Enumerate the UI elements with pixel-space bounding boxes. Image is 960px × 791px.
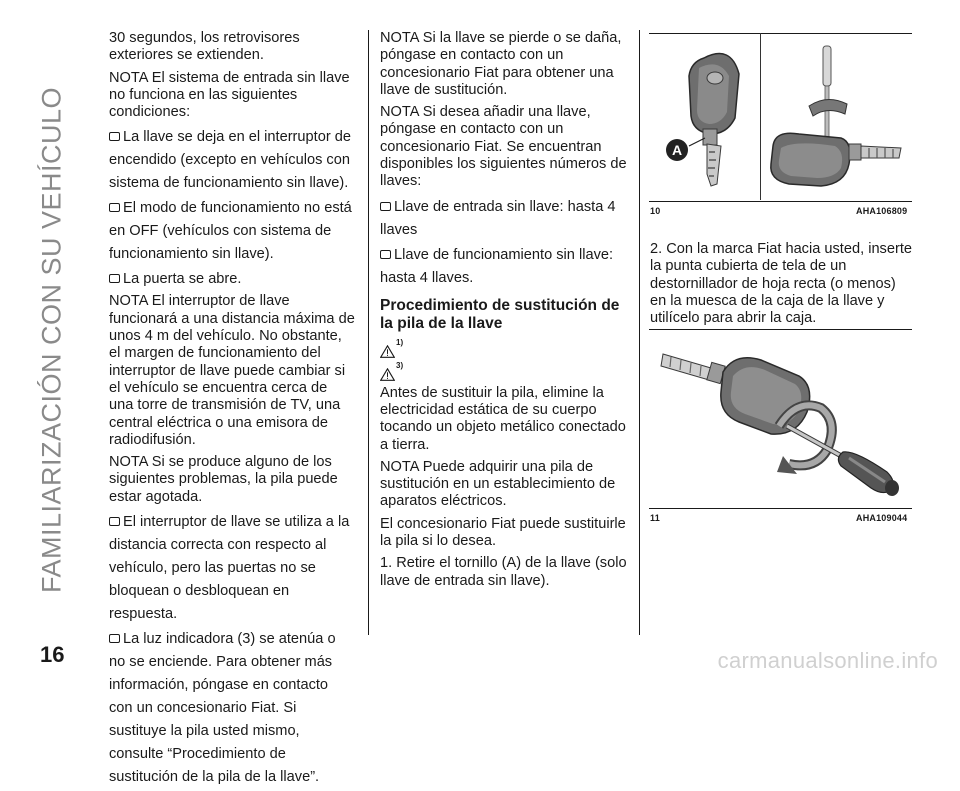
- note-paragraph: NOTA Si la llave se pierde o se daña, póngase en contacto con un concesionario Fiat para obtener una llave de sustitución.: [380, 30, 622, 98]
- bullet-icon: [380, 250, 391, 259]
- note-paragraph: NOTA El interruptor de llave funcionará a una distancia máxima de unos 4 m del vehículo. No obstante, el margen de funcionamiento del interruptor de llave puede cambiar si el vehículo se encuentra cerca de una torre de transmisión de TV, una central eléctrica o una emisora de radiodifusión.: [109, 293, 355, 448]
- paragraph: El concesionario Fiat puede sustituirle la pila si lo desea.: [380, 515, 626, 550]
- step-paragraph: 2. Con la marca Fiat hacia usted, inserte la punta cubierta de tela de un destornillador de hoja recta (o menos) en la muesca de la caja de la llave y utilícelo para abrir la caja.: [650, 241, 913, 327]
- warning-triangle-icon: [380, 345, 395, 358]
- text-column-3: [650, 241, 912, 327]
- warning-ref-number: 3): [396, 361, 404, 371]
- text-column-1: [109, 30, 355, 791]
- bullet-item: [380, 196, 636, 242]
- paragraph: Antes de sustituir la pila, elimine la electricidad estática de su cuerpo tocando un objeto metálico conectado a tierra.: [380, 384, 626, 453]
- bullet-text: La luz indicadora (3) se atenúa o no se enciende. Para obtener más información, póngase en contacto con un concesionario Fiat. Si sustituye la pila usted mismo, consulte “Procedimiento de sustitución de la pila de la llave”.: [109, 631, 336, 786]
- note-paragraph: NOTA El sistema de entrada sin llave no funciona en las siguientes condiciones:: [109, 69, 350, 121]
- bullet-icon: [109, 203, 120, 212]
- figure-key-screw: [649, 34, 912, 202]
- figure-caption-rule: [649, 508, 912, 509]
- text-column-2: [380, 30, 636, 595]
- bullet-icon: [109, 274, 120, 283]
- bullet-text: El modo de funcionamiento no está en OFF (vehículos con sistema de funcionamiento sin llave).: [109, 200, 352, 263]
- bullet-text: El interruptor de llave se utiliza a la distancia correcta con respecto al vehículo, pero las puertas no se bloquean o desbloquean en respuesta.: [109, 514, 350, 623]
- bullet-item: [109, 268, 355, 291]
- figure-code: AHA106809: [856, 206, 908, 216]
- note-paragraph: NOTA Si desea añadir una llave, póngase en contacto con un concesionario Fiat. Se encuentran disponibles los siguientes números de llaves:: [380, 104, 627, 190]
- bullet-icon: [109, 634, 120, 643]
- warning-reference: [380, 362, 636, 381]
- caution-triangle-icon: [380, 368, 395, 381]
- open-key-case-illustration: [661, 354, 899, 496]
- bullet-item: [109, 628, 355, 789]
- figure-caption-rule: [649, 201, 912, 202]
- warning-reference: [380, 339, 636, 358]
- step-paragraph: 1. Retire el tornillo (A) de la llave (solo llave de entrada sin llave).: [380, 555, 627, 589]
- warning-ref-number: 1): [396, 338, 404, 348]
- paragraph: 30 segundos, los retrovisores exteriores se extienden.: [109, 30, 300, 64]
- bullet-icon: [109, 517, 120, 526]
- figure-open-key-case: [649, 330, 912, 508]
- watermark: carmanualsonline.info: [717, 648, 938, 673]
- figure-code: AHA109044: [856, 513, 908, 523]
- page-number: 16: [40, 642, 65, 667]
- note-paragraph: NOTA Si se produce alguno de los siguientes problemas, la pila puede estar agotada.: [109, 454, 338, 505]
- figure-number: 10: [650, 206, 661, 216]
- bullet-item: [380, 244, 636, 290]
- bullet-item: [109, 197, 355, 266]
- column-divider: [639, 30, 640, 635]
- bullet-text: Llave de entrada sin llave: hasta 4 llaves: [380, 198, 616, 238]
- figure-number: 11: [650, 513, 660, 523]
- bullet-text: Llave de funcionamiento sin llave: hasta 4 llaves.: [380, 246, 614, 286]
- section-heading: Procedimiento de sustitución de la pila de la llave: [380, 296, 620, 332]
- bullet-text: La llave se deja en el interruptor de encendido (excepto en vehículos con sistema de funcionamiento sin llave).: [109, 129, 351, 192]
- note-paragraph: NOTA Puede adquirir una pila de sustitución en un establecimiento de aparatos eléctricos.: [380, 458, 616, 510]
- key-fob-illustration: [666, 54, 739, 186]
- column-divider: [368, 30, 369, 635]
- bullet-item: [109, 126, 355, 195]
- bullet-item: [109, 511, 355, 626]
- bullet-text: La puerta se abre.: [123, 271, 242, 288]
- callout-label-a: A: [671, 142, 683, 158]
- bullet-icon: [380, 202, 391, 211]
- screwdriver-key-illustration: [771, 46, 901, 186]
- bullet-icon: [109, 132, 120, 141]
- side-section-title: FAMILIARIZACIÓN CON SU VEHÍCULO: [36, 86, 67, 594]
